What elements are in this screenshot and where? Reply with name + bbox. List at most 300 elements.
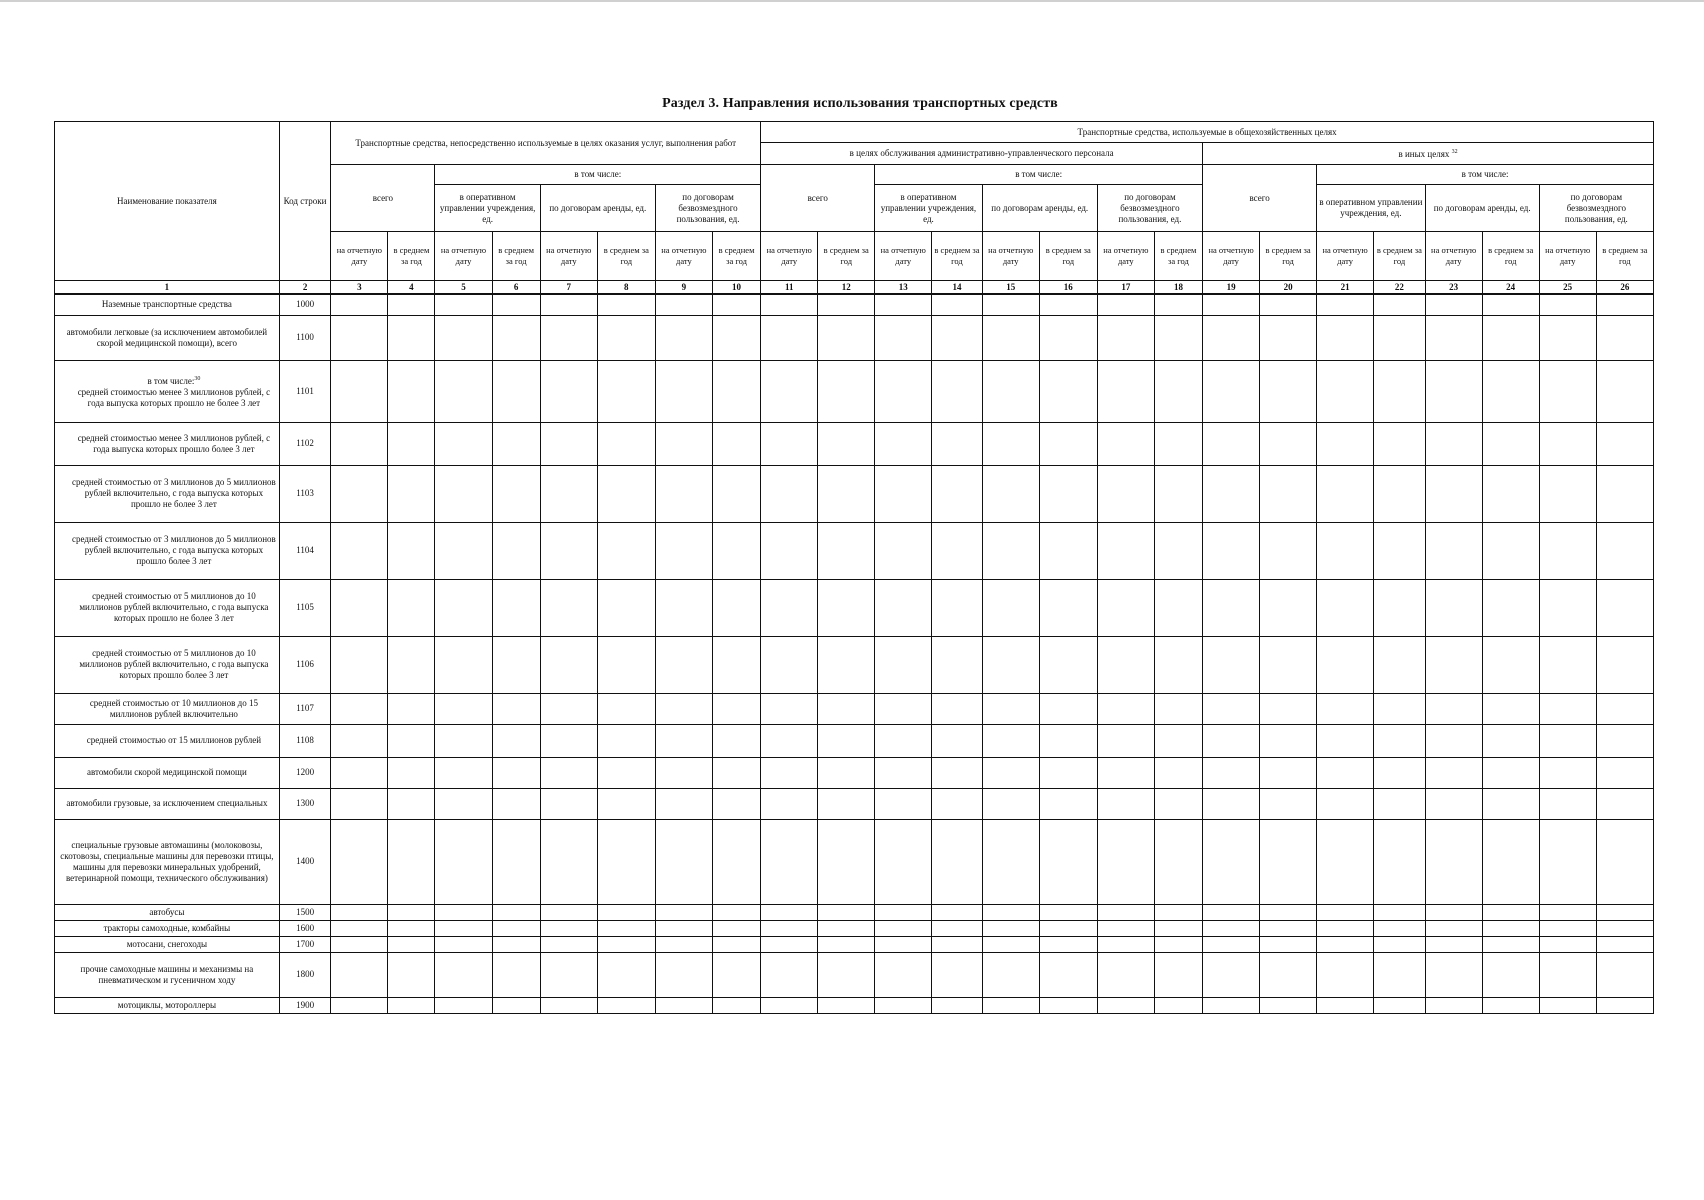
entry-cell[interactable] xyxy=(540,724,597,757)
entry-cell[interactable] xyxy=(1317,693,1374,724)
entry-cell[interactable] xyxy=(1260,294,1317,315)
entry-cell[interactable] xyxy=(435,693,492,724)
entry-cell[interactable] xyxy=(1260,904,1317,920)
entry-cell[interactable] xyxy=(1317,522,1374,579)
entry-cell[interactable] xyxy=(932,904,982,920)
entry-cell[interactable] xyxy=(1596,936,1653,952)
entry-cell[interactable] xyxy=(1317,422,1374,465)
entry-cell[interactable] xyxy=(932,422,982,465)
entry-cell[interactable] xyxy=(982,904,1039,920)
entry-cell[interactable] xyxy=(1539,693,1596,724)
entry-cell[interactable] xyxy=(1539,315,1596,360)
entry-cell[interactable] xyxy=(388,788,435,819)
entry-cell[interactable] xyxy=(761,952,818,997)
entry-cell[interactable] xyxy=(761,422,818,465)
entry-cell[interactable] xyxy=(388,997,435,1013)
entry-cell[interactable] xyxy=(818,904,875,920)
entry-cell[interactable] xyxy=(982,997,1039,1013)
entry-cell[interactable] xyxy=(388,936,435,952)
entry-cell[interactable] xyxy=(655,422,712,465)
entry-cell[interactable] xyxy=(388,294,435,315)
entry-cell[interactable] xyxy=(1539,904,1596,920)
entry-cell[interactable] xyxy=(1260,465,1317,522)
entry-cell[interactable] xyxy=(1482,920,1539,936)
entry-cell[interactable] xyxy=(1539,724,1596,757)
entry-cell[interactable] xyxy=(1039,757,1097,788)
entry-cell[interactable] xyxy=(435,422,492,465)
entry-cell[interactable] xyxy=(712,465,760,522)
entry-cell[interactable] xyxy=(1154,904,1202,920)
entry-cell[interactable] xyxy=(1154,465,1202,522)
entry-cell[interactable] xyxy=(1317,579,1374,636)
entry-cell[interactable] xyxy=(1539,522,1596,579)
entry-cell[interactable] xyxy=(818,936,875,952)
entry-cell[interactable] xyxy=(1539,936,1596,952)
entry-cell[interactable] xyxy=(1482,724,1539,757)
entry-cell[interactable] xyxy=(1097,920,1154,936)
entry-cell[interactable] xyxy=(597,920,655,936)
entry-cell[interactable] xyxy=(540,904,597,920)
entry-cell[interactable] xyxy=(1154,422,1202,465)
entry-cell[interactable] xyxy=(1425,952,1482,997)
entry-cell[interactable] xyxy=(818,465,875,522)
entry-cell[interactable] xyxy=(818,757,875,788)
entry-cell[interactable] xyxy=(875,819,932,904)
entry-cell[interactable] xyxy=(1425,693,1482,724)
entry-cell[interactable] xyxy=(982,693,1039,724)
entry-cell[interactable] xyxy=(1539,952,1596,997)
entry-cell[interactable] xyxy=(1482,579,1539,636)
entry-cell[interactable] xyxy=(761,360,818,422)
entry-cell[interactable] xyxy=(818,788,875,819)
entry-cell[interactable] xyxy=(761,788,818,819)
entry-cell[interactable] xyxy=(712,579,760,636)
entry-cell[interactable] xyxy=(435,294,492,315)
entry-cell[interactable] xyxy=(1154,294,1202,315)
entry-cell[interactable] xyxy=(435,936,492,952)
entry-cell[interactable] xyxy=(982,315,1039,360)
entry-cell[interactable] xyxy=(761,693,818,724)
entry-cell[interactable] xyxy=(597,693,655,724)
entry-cell[interactable] xyxy=(875,360,932,422)
entry-cell[interactable] xyxy=(1596,579,1653,636)
entry-cell[interactable] xyxy=(1596,422,1653,465)
entry-cell[interactable] xyxy=(1097,360,1154,422)
entry-cell[interactable] xyxy=(1039,294,1097,315)
entry-cell[interactable] xyxy=(1425,294,1482,315)
entry-cell[interactable] xyxy=(1317,757,1374,788)
entry-cell[interactable] xyxy=(761,636,818,693)
entry-cell[interactable] xyxy=(388,579,435,636)
entry-cell[interactable] xyxy=(1154,936,1202,952)
entry-cell[interactable] xyxy=(818,422,875,465)
entry-cell[interactable] xyxy=(1260,360,1317,422)
entry-cell[interactable] xyxy=(655,920,712,936)
entry-cell[interactable] xyxy=(435,636,492,693)
entry-cell[interactable] xyxy=(655,757,712,788)
entry-cell[interactable] xyxy=(1097,522,1154,579)
entry-cell[interactable] xyxy=(597,819,655,904)
entry-cell[interactable] xyxy=(761,724,818,757)
entry-cell[interactable] xyxy=(1039,315,1097,360)
entry-cell[interactable] xyxy=(435,819,492,904)
entry-cell[interactable] xyxy=(932,636,982,693)
entry-cell[interactable] xyxy=(1097,579,1154,636)
entry-cell[interactable] xyxy=(331,294,388,315)
entry-cell[interactable] xyxy=(1097,724,1154,757)
entry-cell[interactable] xyxy=(982,636,1039,693)
entry-cell[interactable] xyxy=(712,952,760,997)
entry-cell[interactable] xyxy=(1317,724,1374,757)
entry-cell[interactable] xyxy=(1154,952,1202,997)
entry-cell[interactable] xyxy=(331,904,388,920)
entry-cell[interactable] xyxy=(1039,693,1097,724)
entry-cell[interactable] xyxy=(1596,920,1653,936)
entry-cell[interactable] xyxy=(492,360,540,422)
entry-cell[interactable] xyxy=(818,724,875,757)
entry-cell[interactable] xyxy=(1154,360,1202,422)
entry-cell[interactable] xyxy=(818,294,875,315)
entry-cell[interactable] xyxy=(1260,724,1317,757)
entry-cell[interactable] xyxy=(1317,636,1374,693)
entry-cell[interactable] xyxy=(435,522,492,579)
entry-cell[interactable] xyxy=(435,315,492,360)
entry-cell[interactable] xyxy=(1596,294,1653,315)
entry-cell[interactable] xyxy=(1203,465,1260,522)
entry-cell[interactable] xyxy=(1425,819,1482,904)
entry-cell[interactable] xyxy=(1039,819,1097,904)
entry-cell[interactable] xyxy=(492,579,540,636)
entry-cell[interactable] xyxy=(1539,465,1596,522)
entry-cell[interactable] xyxy=(1260,952,1317,997)
entry-cell[interactable] xyxy=(388,952,435,997)
entry-cell[interactable] xyxy=(1425,360,1482,422)
entry-cell[interactable] xyxy=(1374,952,1426,997)
entry-cell[interactable] xyxy=(761,997,818,1013)
entry-cell[interactable] xyxy=(875,724,932,757)
entry-cell[interactable] xyxy=(1097,788,1154,819)
entry-cell[interactable] xyxy=(1374,757,1426,788)
entry-cell[interactable] xyxy=(1539,788,1596,819)
entry-cell[interactable] xyxy=(1317,465,1374,522)
entry-cell[interactable] xyxy=(540,920,597,936)
entry-cell[interactable] xyxy=(932,360,982,422)
entry-cell[interactable] xyxy=(982,819,1039,904)
entry-cell[interactable] xyxy=(540,294,597,315)
entry-cell[interactable] xyxy=(1425,936,1482,952)
entry-cell[interactable] xyxy=(331,636,388,693)
entry-cell[interactable] xyxy=(1154,522,1202,579)
entry-cell[interactable] xyxy=(1039,579,1097,636)
entry-cell[interactable] xyxy=(1425,724,1482,757)
entry-cell[interactable] xyxy=(1539,422,1596,465)
entry-cell[interactable] xyxy=(875,422,932,465)
entry-cell[interactable] xyxy=(1154,788,1202,819)
entry-cell[interactable] xyxy=(1039,904,1097,920)
entry-cell[interactable] xyxy=(1203,579,1260,636)
entry-cell[interactable] xyxy=(761,465,818,522)
entry-cell[interactable] xyxy=(712,997,760,1013)
entry-cell[interactable] xyxy=(875,788,932,819)
entry-cell[interactable] xyxy=(875,636,932,693)
entry-cell[interactable] xyxy=(1539,757,1596,788)
entry-cell[interactable] xyxy=(597,294,655,315)
entry-cell[interactable] xyxy=(932,936,982,952)
entry-cell[interactable] xyxy=(982,579,1039,636)
entry-cell[interactable] xyxy=(1539,360,1596,422)
entry-cell[interactable] xyxy=(597,636,655,693)
entry-cell[interactable] xyxy=(1482,315,1539,360)
entry-cell[interactable] xyxy=(655,360,712,422)
entry-cell[interactable] xyxy=(1482,636,1539,693)
entry-cell[interactable] xyxy=(655,997,712,1013)
entry-cell[interactable] xyxy=(1317,936,1374,952)
entry-cell[interactable] xyxy=(932,693,982,724)
entry-cell[interactable] xyxy=(435,904,492,920)
entry-cell[interactable] xyxy=(597,422,655,465)
entry-cell[interactable] xyxy=(1425,579,1482,636)
entry-cell[interactable] xyxy=(875,579,932,636)
entry-cell[interactable] xyxy=(435,465,492,522)
entry-cell[interactable] xyxy=(932,315,982,360)
entry-cell[interactable] xyxy=(875,920,932,936)
entry-cell[interactable] xyxy=(540,360,597,422)
entry-cell[interactable] xyxy=(1374,819,1426,904)
entry-cell[interactable] xyxy=(388,636,435,693)
entry-cell[interactable] xyxy=(1097,636,1154,693)
entry-cell[interactable] xyxy=(1260,693,1317,724)
entry-cell[interactable] xyxy=(1596,465,1653,522)
entry-cell[interactable] xyxy=(1374,315,1426,360)
entry-cell[interactable] xyxy=(492,920,540,936)
entry-cell[interactable] xyxy=(1154,693,1202,724)
entry-cell[interactable] xyxy=(1374,693,1426,724)
entry-cell[interactable] xyxy=(435,997,492,1013)
entry-cell[interactable] xyxy=(597,997,655,1013)
entry-cell[interactable] xyxy=(1039,997,1097,1013)
entry-cell[interactable] xyxy=(982,936,1039,952)
entry-cell[interactable] xyxy=(1317,819,1374,904)
entry-cell[interactable] xyxy=(712,522,760,579)
entry-cell[interactable] xyxy=(1097,904,1154,920)
entry-cell[interactable] xyxy=(818,315,875,360)
entry-cell[interactable] xyxy=(1260,757,1317,788)
entry-cell[interactable] xyxy=(982,920,1039,936)
entry-cell[interactable] xyxy=(1260,636,1317,693)
entry-cell[interactable] xyxy=(655,724,712,757)
entry-cell[interactable] xyxy=(655,465,712,522)
entry-cell[interactable] xyxy=(1260,422,1317,465)
entry-cell[interactable] xyxy=(597,465,655,522)
entry-cell[interactable] xyxy=(655,522,712,579)
entry-cell[interactable] xyxy=(1317,315,1374,360)
entry-cell[interactable] xyxy=(540,422,597,465)
entry-cell[interactable] xyxy=(492,724,540,757)
entry-cell[interactable] xyxy=(597,757,655,788)
entry-cell[interactable] xyxy=(331,936,388,952)
entry-cell[interactable] xyxy=(875,936,932,952)
entry-cell[interactable] xyxy=(712,294,760,315)
entry-cell[interactable] xyxy=(388,522,435,579)
entry-cell[interactable] xyxy=(712,724,760,757)
entry-cell[interactable] xyxy=(1097,757,1154,788)
entry-cell[interactable] xyxy=(875,997,932,1013)
entry-cell[interactable] xyxy=(655,788,712,819)
entry-cell[interactable] xyxy=(1039,636,1097,693)
entry-cell[interactable] xyxy=(435,920,492,936)
entry-cell[interactable] xyxy=(982,757,1039,788)
entry-cell[interactable] xyxy=(818,997,875,1013)
entry-cell[interactable] xyxy=(492,936,540,952)
entry-cell[interactable] xyxy=(1482,465,1539,522)
entry-cell[interactable] xyxy=(1154,579,1202,636)
entry-cell[interactable] xyxy=(875,693,932,724)
entry-cell[interactable] xyxy=(1203,952,1260,997)
entry-cell[interactable] xyxy=(655,819,712,904)
entry-cell[interactable] xyxy=(331,997,388,1013)
entry-cell[interactable] xyxy=(597,315,655,360)
entry-cell[interactable] xyxy=(932,757,982,788)
entry-cell[interactable] xyxy=(1154,997,1202,1013)
entry-cell[interactable] xyxy=(761,315,818,360)
entry-cell[interactable] xyxy=(388,360,435,422)
entry-cell[interactable] xyxy=(1203,757,1260,788)
entry-cell[interactable] xyxy=(1374,724,1426,757)
entry-cell[interactable] xyxy=(331,757,388,788)
entry-cell[interactable] xyxy=(331,920,388,936)
entry-cell[interactable] xyxy=(1482,294,1539,315)
entry-cell[interactable] xyxy=(492,465,540,522)
entry-cell[interactable] xyxy=(1317,904,1374,920)
entry-cell[interactable] xyxy=(492,422,540,465)
entry-cell[interactable] xyxy=(655,936,712,952)
entry-cell[interactable] xyxy=(982,360,1039,422)
entry-cell[interactable] xyxy=(932,997,982,1013)
entry-cell[interactable] xyxy=(712,422,760,465)
entry-cell[interactable] xyxy=(1482,788,1539,819)
entry-cell[interactable] xyxy=(331,360,388,422)
entry-cell[interactable] xyxy=(1260,819,1317,904)
entry-cell[interactable] xyxy=(1596,788,1653,819)
entry-cell[interactable] xyxy=(1482,422,1539,465)
entry-cell[interactable] xyxy=(435,360,492,422)
entry-cell[interactable] xyxy=(1596,360,1653,422)
entry-cell[interactable] xyxy=(1374,579,1426,636)
entry-cell[interactable] xyxy=(655,315,712,360)
entry-cell[interactable] xyxy=(1596,315,1653,360)
entry-cell[interactable] xyxy=(388,315,435,360)
entry-cell[interactable] xyxy=(1260,315,1317,360)
entry-cell[interactable] xyxy=(597,724,655,757)
entry-cell[interactable] xyxy=(818,819,875,904)
entry-cell[interactable] xyxy=(1539,819,1596,904)
entry-cell[interactable] xyxy=(1317,294,1374,315)
entry-cell[interactable] xyxy=(388,724,435,757)
entry-cell[interactable] xyxy=(1374,936,1426,952)
entry-cell[interactable] xyxy=(932,465,982,522)
entry-cell[interactable] xyxy=(1097,465,1154,522)
entry-cell[interactable] xyxy=(331,579,388,636)
entry-cell[interactable] xyxy=(540,952,597,997)
entry-cell[interactable] xyxy=(331,465,388,522)
entry-cell[interactable] xyxy=(712,920,760,936)
entry-cell[interactable] xyxy=(492,952,540,997)
entry-cell[interactable] xyxy=(875,757,932,788)
entry-cell[interactable] xyxy=(1203,522,1260,579)
entry-cell[interactable] xyxy=(1596,724,1653,757)
entry-cell[interactable] xyxy=(1097,693,1154,724)
entry-cell[interactable] xyxy=(540,788,597,819)
entry-cell[interactable] xyxy=(1425,465,1482,522)
entry-cell[interactable] xyxy=(1539,636,1596,693)
entry-cell[interactable] xyxy=(435,952,492,997)
entry-cell[interactable] xyxy=(540,819,597,904)
entry-cell[interactable] xyxy=(761,757,818,788)
entry-cell[interactable] xyxy=(1596,952,1653,997)
entry-cell[interactable] xyxy=(492,788,540,819)
entry-cell[interactable] xyxy=(331,422,388,465)
entry-cell[interactable] xyxy=(875,904,932,920)
entry-cell[interactable] xyxy=(875,294,932,315)
entry-cell[interactable] xyxy=(1154,315,1202,360)
entry-cell[interactable] xyxy=(1482,522,1539,579)
entry-cell[interactable] xyxy=(761,294,818,315)
entry-cell[interactable] xyxy=(1097,315,1154,360)
entry-cell[interactable] xyxy=(1596,757,1653,788)
entry-cell[interactable] xyxy=(1039,952,1097,997)
entry-cell[interactable] xyxy=(982,724,1039,757)
entry-cell[interactable] xyxy=(761,522,818,579)
entry-cell[interactable] xyxy=(1154,920,1202,936)
entry-cell[interactable] xyxy=(1260,997,1317,1013)
entry-cell[interactable] xyxy=(1317,952,1374,997)
entry-cell[interactable] xyxy=(331,522,388,579)
entry-cell[interactable] xyxy=(492,636,540,693)
entry-cell[interactable] xyxy=(435,788,492,819)
entry-cell[interactable] xyxy=(712,360,760,422)
entry-cell[interactable] xyxy=(1039,522,1097,579)
entry-cell[interactable] xyxy=(932,920,982,936)
entry-cell[interactable] xyxy=(1203,724,1260,757)
entry-cell[interactable] xyxy=(655,579,712,636)
entry-cell[interactable] xyxy=(1425,997,1482,1013)
entry-cell[interactable] xyxy=(818,522,875,579)
entry-cell[interactable] xyxy=(1425,315,1482,360)
entry-cell[interactable] xyxy=(1097,819,1154,904)
entry-cell[interactable] xyxy=(492,315,540,360)
entry-cell[interactable] xyxy=(540,522,597,579)
entry-cell[interactable] xyxy=(1097,936,1154,952)
entry-cell[interactable] xyxy=(1596,693,1653,724)
entry-cell[interactable] xyxy=(818,579,875,636)
entry-cell[interactable] xyxy=(597,788,655,819)
entry-cell[interactable] xyxy=(761,579,818,636)
entry-cell[interactable] xyxy=(1203,693,1260,724)
entry-cell[interactable] xyxy=(388,819,435,904)
entry-cell[interactable] xyxy=(712,788,760,819)
entry-cell[interactable] xyxy=(597,360,655,422)
entry-cell[interactable] xyxy=(1039,465,1097,522)
entry-cell[interactable] xyxy=(1203,997,1260,1013)
entry-cell[interactable] xyxy=(1482,936,1539,952)
entry-cell[interactable] xyxy=(1039,724,1097,757)
entry-cell[interactable] xyxy=(1097,294,1154,315)
entry-cell[interactable] xyxy=(540,693,597,724)
entry-cell[interactable] xyxy=(932,579,982,636)
entry-cell[interactable] xyxy=(1039,936,1097,952)
entry-cell[interactable] xyxy=(761,936,818,952)
entry-cell[interactable] xyxy=(712,936,760,952)
